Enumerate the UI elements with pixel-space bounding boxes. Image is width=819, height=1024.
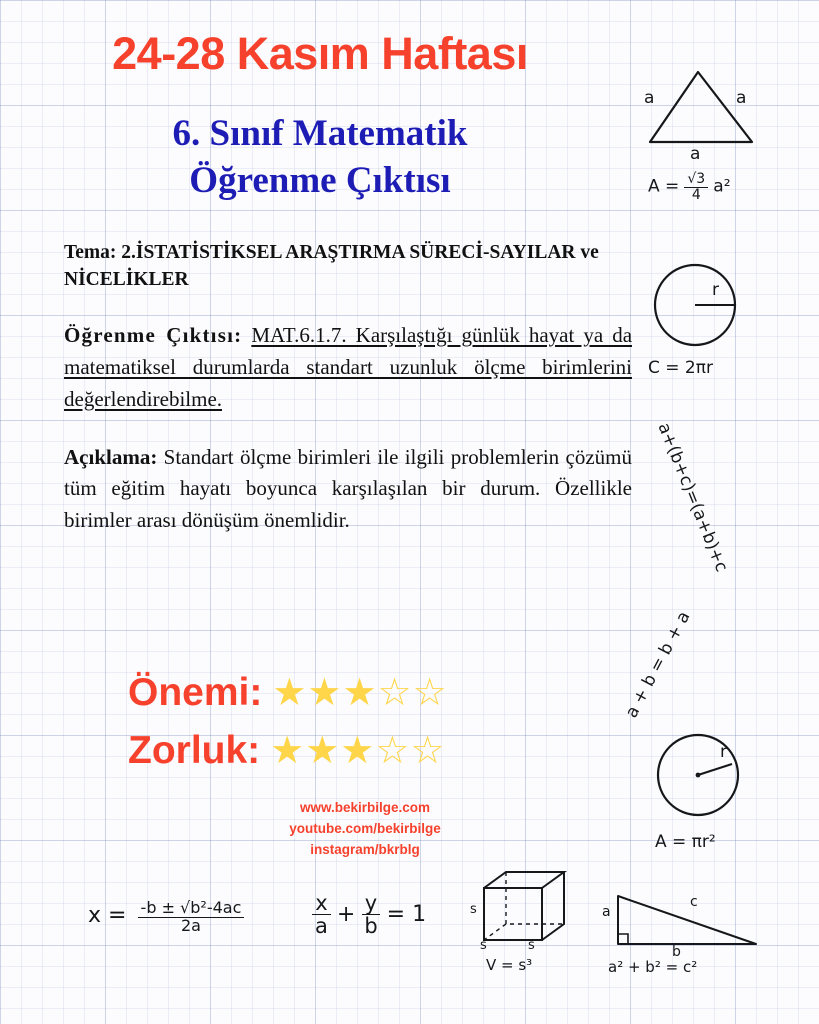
intercept-x-fraction <box>312 892 331 937</box>
explanation-text: Standart ölçme birimleri ile ilgili problemlerin çözümü tüm eğitim hayatı boyunca karşılaşılan bir durum. Özellikle birimler arası dönüşüm önemlidir. <box>64 444 632 533</box>
difficulty-label: Zorluk: <box>128 729 261 772</box>
cube-edge-label-bottom-left: s <box>480 938 487 953</box>
quadratic-numerator: -b ± √b²-4ac <box>138 900 245 918</box>
website-link[interactable]: www.bekirbilge.com <box>299 800 431 815</box>
quadratic-denominator: 2a <box>180 915 201 935</box>
triangle-side-label-bottom: a <box>690 144 701 164</box>
circle-area-radius-label: r <box>720 742 727 762</box>
quadratic-formula <box>88 900 244 935</box>
rating-row-difficulty <box>128 722 598 780</box>
circle-radius-label: r <box>712 280 719 300</box>
intercept-x-denominator: a <box>315 914 328 939</box>
learning-outcome-paragraph <box>64 320 632 416</box>
intercept-equals: = 1 <box>386 902 427 928</box>
circle-icon <box>650 258 750 358</box>
body-text-block <box>64 240 632 537</box>
quadratic-lhs: x = <box>88 902 127 928</box>
intercept-y-denominator: b <box>364 914 378 939</box>
intercept-plus-sign: + <box>336 902 356 928</box>
theme-line <box>64 240 632 294</box>
intercept-y-fraction <box>361 892 380 937</box>
explanation-label: Açıklama: <box>64 444 158 469</box>
right-triangle-icon <box>600 882 770 962</box>
theme-value: 2.İSTATİSTİKSEL ARAŞTIRMA SÜRECİ-SAYILAR ve NİCELİKLER <box>64 242 599 290</box>
theme-label: Tema: <box>64 242 117 263</box>
youtube-link[interactable]: youtube.com/bekirbilge <box>289 820 441 836</box>
area-circle-figure <box>652 730 752 830</box>
pythagoras-formula: a² + b² = c² <box>608 958 698 976</box>
circle-area-formula: A = πr² <box>655 832 716 852</box>
intercept-x-numerator: x <box>312 892 330 915</box>
intercept-form-formula <box>312 892 426 937</box>
triangle-area-lhs: A = <box>648 176 680 197</box>
ratings-block <box>128 664 598 780</box>
instagram-link[interactable]: instagram/bkrblg <box>310 841 420 857</box>
subtitle-line-2: Öğrenme Çıktısı <box>189 160 451 202</box>
circle-area-icon <box>652 730 752 830</box>
triangle-area-denominator: 4 <box>691 186 701 203</box>
triangle-area-fraction <box>684 172 708 202</box>
explanation-paragraph <box>64 442 632 538</box>
triangle-area-formula <box>648 172 731 202</box>
difficulty-stars: ★★★☆☆ <box>270 730 446 772</box>
triangle-icon <box>640 60 780 170</box>
cube-volume-formula: V = s³ <box>486 956 533 974</box>
right-triangle-leg-b-label: b <box>672 944 681 960</box>
right-triangle-hyp-label: c <box>690 894 698 910</box>
quadratic-fraction <box>138 900 245 935</box>
triangle-side-label-left: a <box>644 88 655 108</box>
learning-outcome-text: MAT.6.1.7. Karşılaştığı günlük hayat ya da matematiksel durumlarda standart uzunluk ölçme birimlerini değerlendirebilme. <box>64 322 633 411</box>
intercept-y-numerator: y <box>362 892 380 915</box>
right-triangle-leg-a-label: a <box>602 904 611 920</box>
subtitle-line-1: 6. Sınıf Matematik <box>172 113 468 154</box>
page-subtitle <box>0 110 640 205</box>
triangle-area-numerator: √3 <box>684 172 708 188</box>
equilateral-triangle-figure <box>640 60 780 180</box>
importance-stars: ★★★☆☆ <box>272 672 448 714</box>
circumference-circle-figure <box>650 258 750 358</box>
cube-edge-label-left: s <box>470 902 477 917</box>
importance-label: Önemi: <box>128 671 263 714</box>
associative-law-formula: a+(b+c)=(a+b)+c <box>653 420 732 575</box>
commutative-law-formula: a + b = b + a <box>621 608 695 722</box>
page-title: 24-28 Kasım Haftası <box>112 28 528 79</box>
contact-links <box>150 798 580 861</box>
triangle-area-tail: a² <box>713 176 731 197</box>
circumference-formula: C = 2πr <box>648 358 713 378</box>
learning-outcome-label: Öğrenme Çıktısı: <box>64 322 243 347</box>
triangle-side-label-right: a <box>736 88 747 108</box>
cube-edge-label-bottom-right: s <box>528 938 535 953</box>
rating-row-importance <box>128 664 598 722</box>
